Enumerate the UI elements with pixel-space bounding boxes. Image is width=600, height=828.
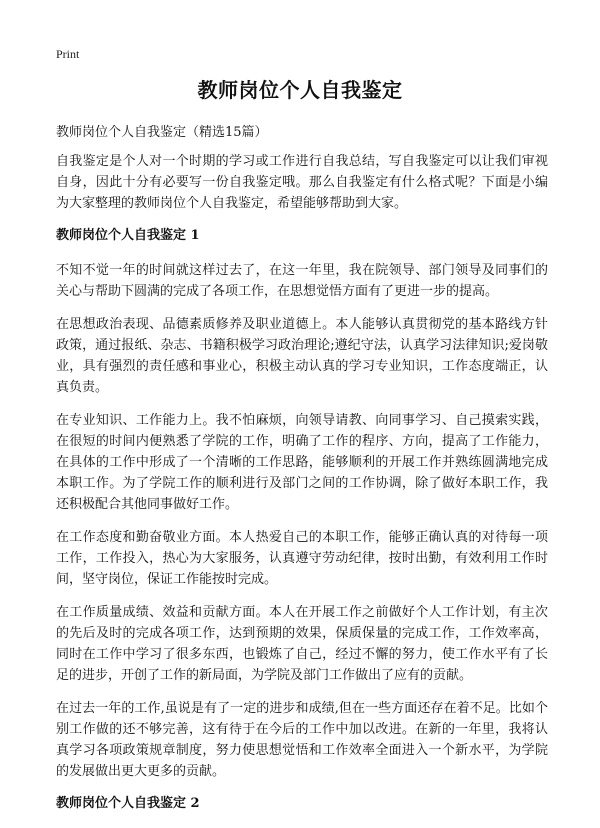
- section1-paragraph-4: 在工作态度和勤奋敬业方面。本人热爱自己的本职工作，能够正确认真的对待每一项工作，工作投入，热心为大家服务，认真遵守劳动纪律，按时出勤，有效利用工作时间，坚守岗位，保证工作能按时完成。: [56, 530, 548, 587]
- section-heading-1: 教师岗位个人自我鉴定 1: [56, 228, 200, 243]
- intro-paragraph: 自我鉴定是个人对一个时期的学习或工作进行自我总结，写自我鉴定可以让我们审视自身，因此十分有必要写一份自我鉴定哦。那么自我鉴定有什么格式呢？下面是小编为大家整理的教师岗位个人自我鉴定，希望能够帮助到大家。: [56, 154, 548, 211]
- section1-paragraph-3: 在专业知识、工作能力上。我不怕麻烦，向领导请教、向同事学习、自己摸索实践，在很短的时间内便熟悉了学院的工作，明确了工作的程序、方向，提高了工作能力，在具体的工作中形成了一个清晰的工作思路，能够顺利的开展工作并熟练圆满地完成本职工作。为了学院工作的顺利进行及部门之间的工作协调，除了做好本职工作，我还积极配合其他同事做好工作。: [56, 413, 548, 512]
- section1-paragraph-2: 在思想政治表现、品德素质修养及职业道德上。本人能够认真贯彻党的基本路线方针政策，通过报纸、杂志、书籍积极学习政治理论;遵纪守法，认真学习法律知识;爱岗敬业，具有强烈的责任感和事业心，积极主动认真的学习专业知识，工作态度端正，认真负责。: [56, 317, 548, 395]
- page-title: 教师岗位个人自我鉴定: [197, 78, 403, 102]
- document-body: [56, 151, 548, 828]
- print-link[interactable]: Print: [56, 47, 80, 61]
- section1-paragraph-1: 不知不觉一年的时间就这样过去了，在这一年里，我在院领导、部门领导及同事们的关心与帮助下圆满的完成了各项工作，在思想觉悟方面有了更进一步的提高。: [56, 263, 548, 299]
- section-heading-2: 教师岗位个人自我鉴定 2: [56, 796, 200, 811]
- section1-paragraph-5: 在工作质量成绩、效益和贡献方面。本人在开展工作之前做好个人工作计划，有主次的先后及时的完成各项工作，达到预期的效果，保质保量的完成工作，工作效率高，同时在工作中学习了很多东西，也锻炼了自己，经过不懈的努力，使工作水平有了长足的进步，开创了工作的新局面，为学院及部门工作做出了应有的贡献。: [56, 605, 548, 683]
- document-subtitle: 教师岗位个人自我鉴定（精选15篇）: [56, 125, 268, 140]
- section1-paragraph-6: 在过去一年的工作,虽说是有了一定的进步和成绩,但在一些方面还存在着不足。比如个别工作做的还不够完善，这有待于在今后的工作中加以改进。在新的一年里，我将认真学习各项政策规章制度，努力使思想觉悟和工作效率全面进入一个新水平，为学院的发展做出更大更多的贡献。: [56, 701, 548, 779]
